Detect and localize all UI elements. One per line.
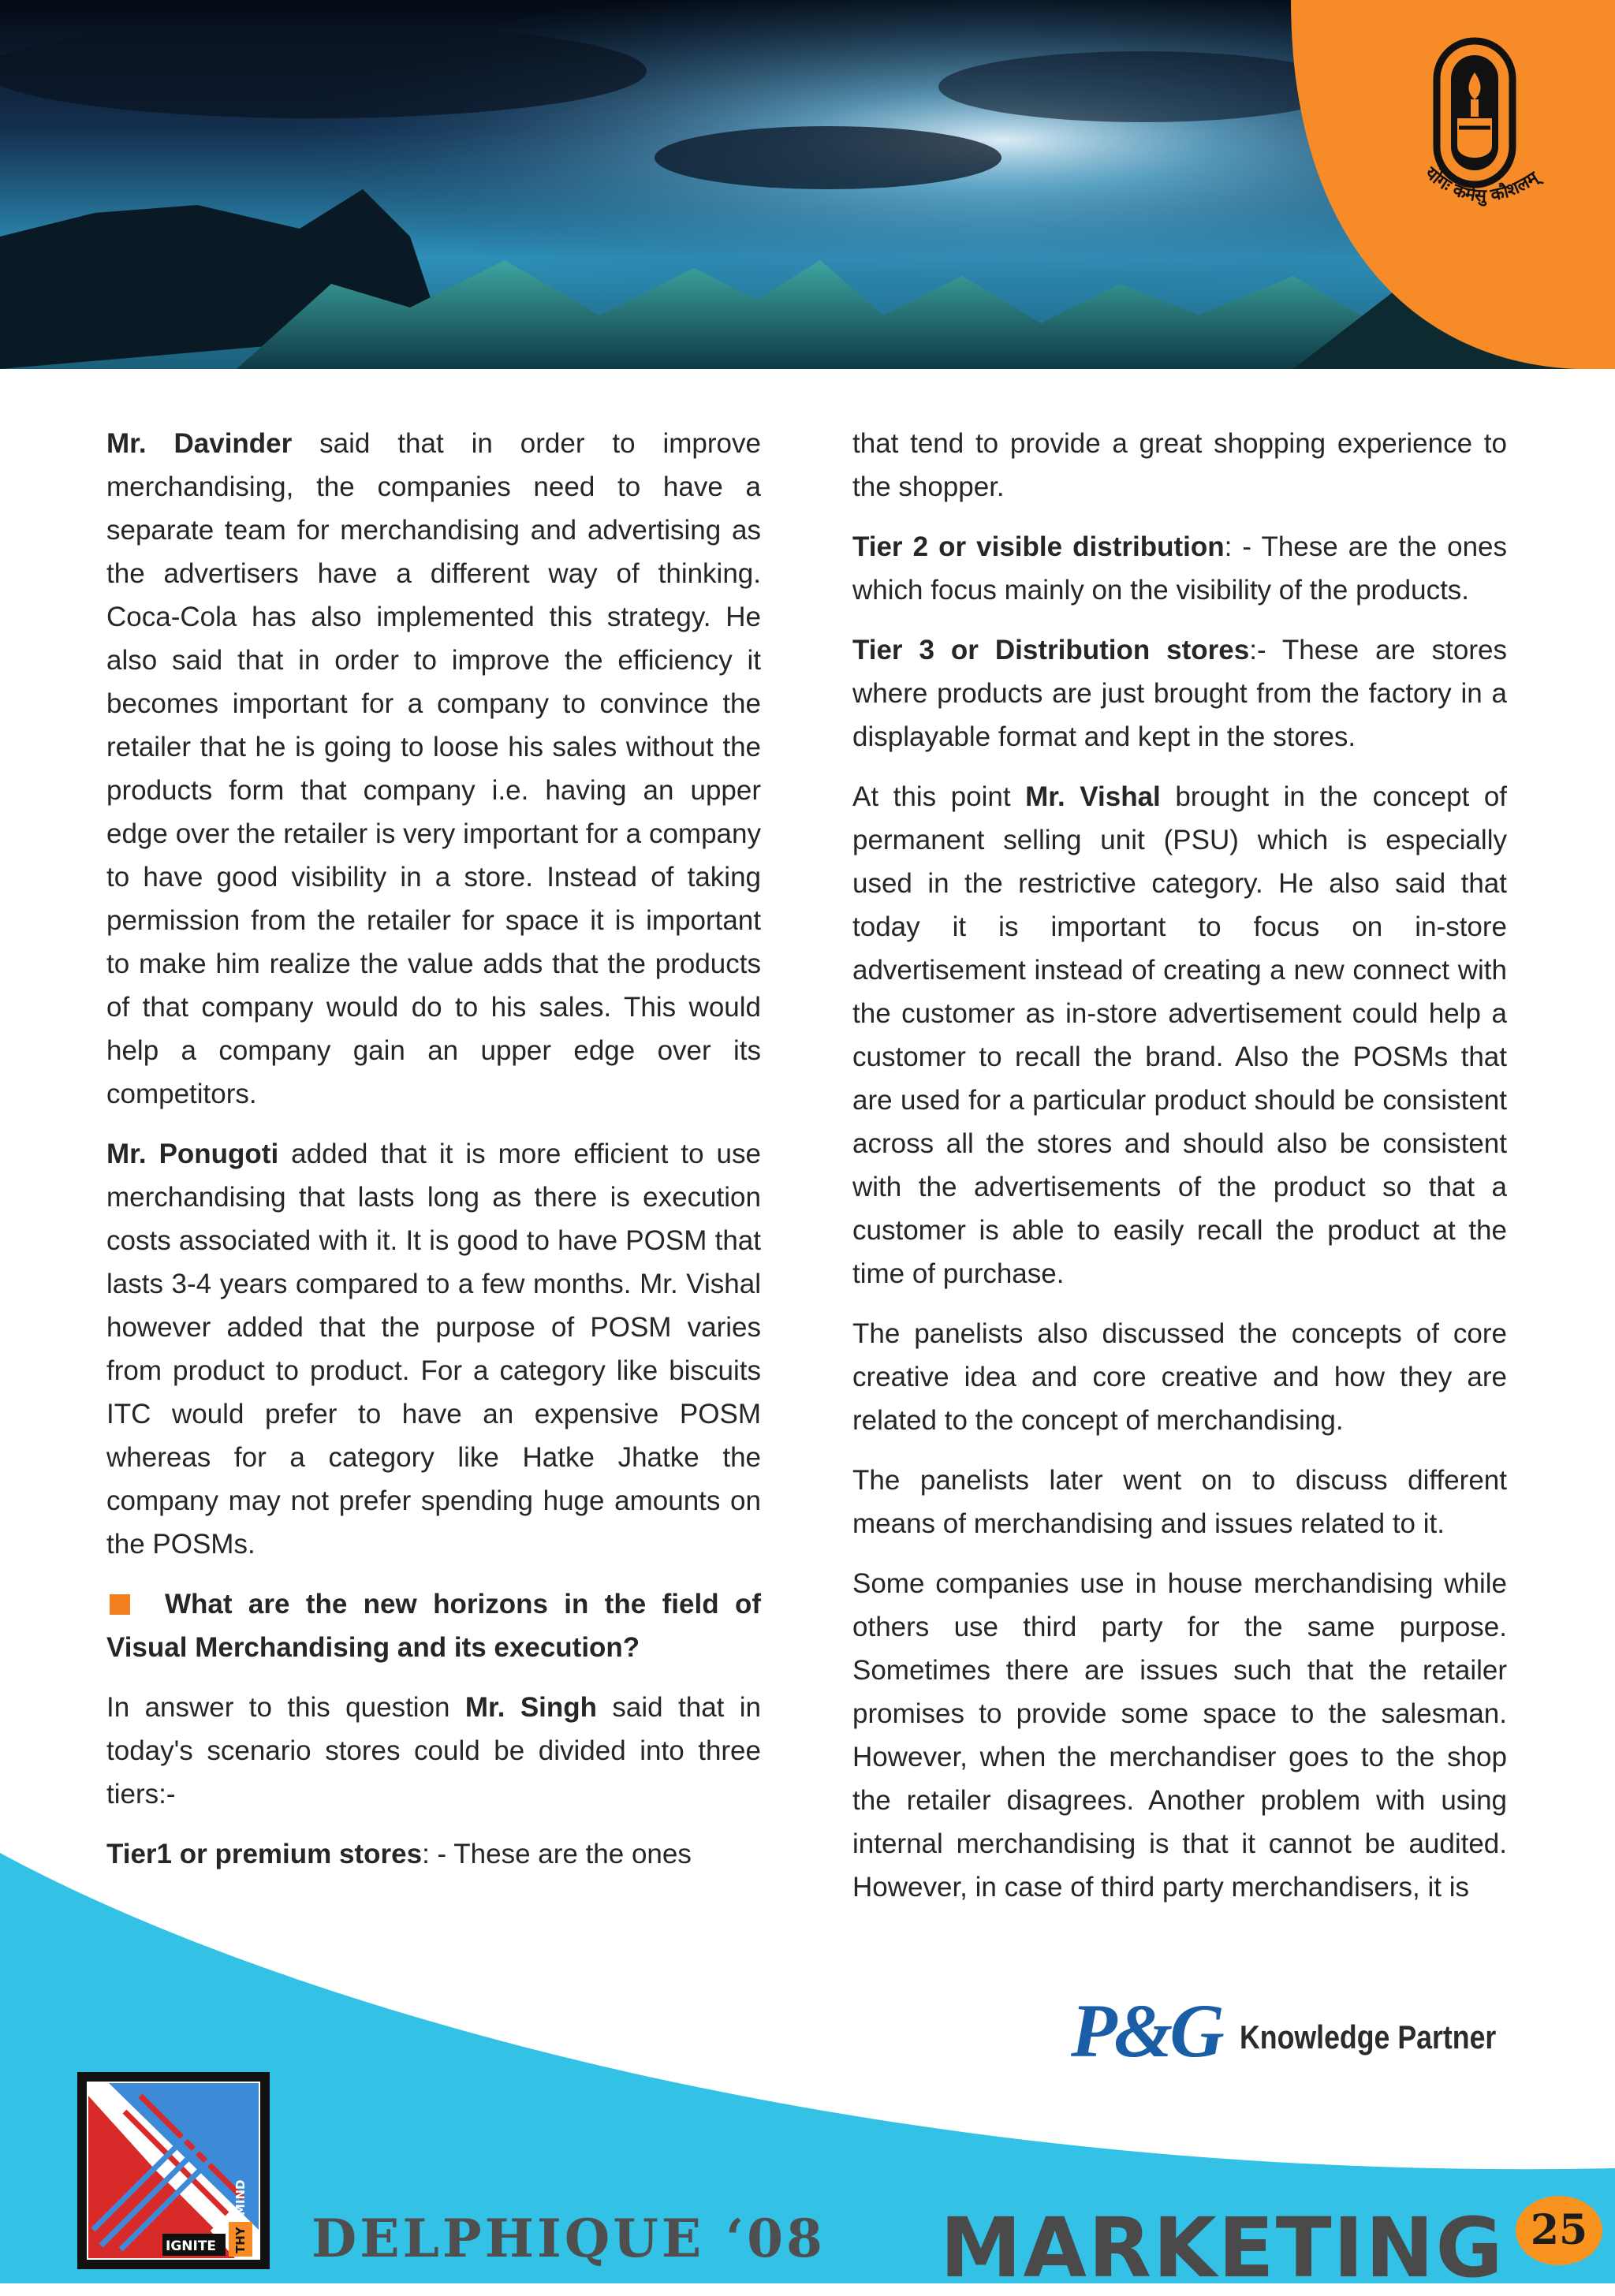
event-title: DELPHIQUE ‘08 [311,2208,826,2269]
section-title: MARKETING [940,2200,1505,2296]
paragraph-davinder: Mr. Davinder said that in order to improve merchandising, the companies need to have a separate team for merchandising and advertising as the advertisers have a different way of thinking. Coca-Cola has also implemented this strategy. He also said that in order to improve the efficiency it becomes important for a company to convince the retailer that he is going to loose his sales without the products form that company i.e. having an upper edge over the retailer is very important for a company to have good visibility in a store. Instead of taking permission from the retailer for space it is important to make him realize the value adds that the products of that company would do to his sales. This would help a company gain an upper edge over its competitors. [106,428,761,1109]
tier-title: Tier1 or premium stores [106,1839,423,1869]
speaker-name: Mr. Singh [464,1692,598,1723]
emblem-motto: योगः कर्मसु कौशलम् [1421,163,1542,207]
tier-title: Tier 3 or Distribution stores [852,635,1250,665]
thy-text: THY [233,2227,248,2253]
speaker-name: Mr. Davinder [106,428,293,459]
paragraph-tier2: Tier 2 or visible distribution: - These are the ones which focus mainly on the visibility of the products. [852,531,1508,606]
paragraph-means: The panelists later went on to discuss different means of merchandising and issues related to it. [852,1465,1507,1539]
pg-logo: P&G [1071,1988,1222,2073]
speaker-name: Mr. Vishal [1025,781,1161,812]
ignite-text: IGNITE [166,2238,217,2254]
speaker-name: Mr. Ponugoti [106,1139,279,1169]
paragraph-singh: In answer to this question Mr. Singh said that in today's scenario stores could be divided into three tiers:- [106,1692,762,1810]
paragraph-tier1: Tier1 or premium stores: - These are the ones [106,1839,692,1869]
ignite-thy-mind-logo [77,2072,270,2269]
square-bullet-icon [110,1594,130,1615]
right-column [852,422,1507,1925]
mind-text: MIND [233,2179,248,2216]
paragraph-tier1-continued: that tend to provide a great shopping experience to the shopper. [852,428,1507,502]
knowledge-partner-label: Knowledge Partner [1240,2018,1497,2056]
paragraph-in-house: Some companies use in house merchandising while others use third party for the same purpose. Sometimes there are issues such that the retailer promises to provide some space to the salesman. However, when the merchandiser goes to the shop the retailer disagrees. Another problem with using internal merchandising is that it cannot be audited. However, in case of third party merchandisers, it is [852,1568,1507,1903]
paragraph-core-creative: The panelists also discussed the concepts of core creative idea and core creative and how they are related to the concept of merchandising. [852,1318,1507,1436]
paragraph-vishal: At this point Mr. Vishal brought in the concept of permanent selling unit (PSU) which is especially used in the restrictive category. He also said that today it is important to focus on in-store advertisement instead of creating a new connect with the customer as in-store advertisement could help a customer to recall the brand. Also the POSMs that are used for a particular product should be consistent across all the stores and should also be consistent with the advertisements of the product so that a customer is able to easily recall the product at the time of purchase. [852,781,1508,1289]
question-heading: What are the new horizons in the field of Visual Merchandising and its execution? [106,1589,761,1663]
sky-mountains-image [0,0,1615,369]
header-banner [0,0,1615,369]
paragraph-ponugoti: Mr. Ponugoti added that it is more efficient to use merchandising that lasts long as there is execution costs associated with it. It is good to have POSM that lasts 3-4 years compared to a few months. Mr. Vishal however added that the purpose of POSM varies from product to product. For a category like biscuits ITC would prefer to have an expensive POSM whereas for a category like Hatke Jhatke the company may not prefer spending huge amounts on the POSMs. [106,1139,761,1560]
paragraph-tier3: Tier 3 or Distribution stores:- These are stores where products are just brought from the factory in a displayable format and kept in the stores. [852,635,1507,752]
tier-title: Tier 2 or visible distribution [852,531,1225,562]
left-column [106,422,761,1892]
page-number-badge: 25 [1516,2196,1602,2265]
